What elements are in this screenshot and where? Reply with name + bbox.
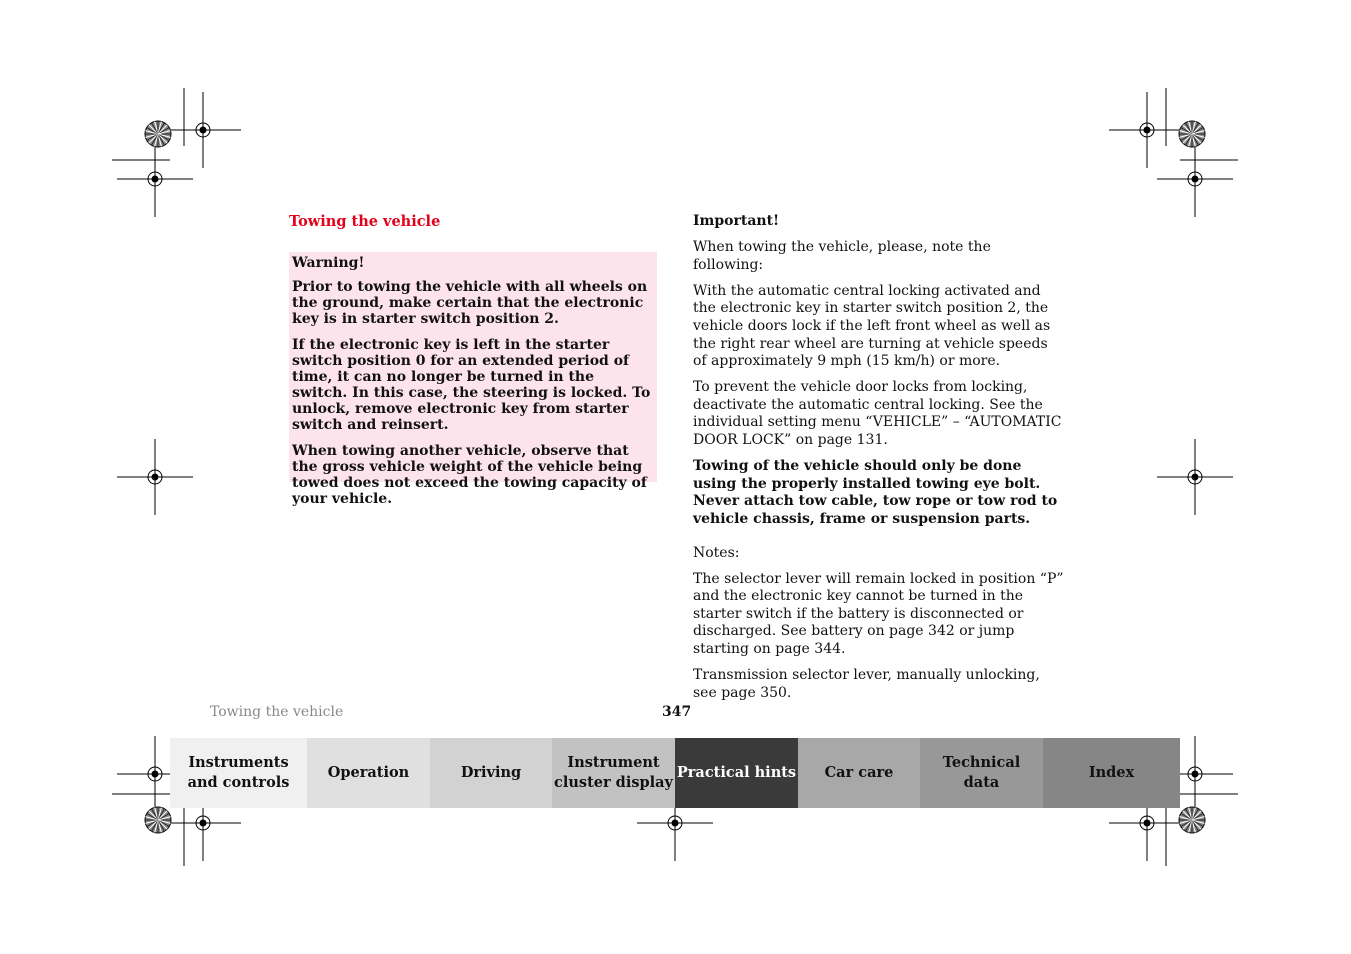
important-paragraph-3: Towing of the vehicle should only be done using the properly installed towing eye bolt. Never attach tow cable, tow rope or tow rod to vehicle chassis, frame or suspension parts. <box>693 458 1058 527</box>
tab-label: Practical hints <box>676 764 797 781</box>
note-2: Transmission selector lever, manually unlocking, see page 350. <box>693 667 1040 701</box>
tab-index[interactable] <box>1043 738 1180 808</box>
tab-instruments-and-controls[interactable] <box>170 738 307 808</box>
tab-label: Operation <box>327 764 410 781</box>
warning-paragraph-2: If the electronic key is left in the starter switch position 0 for an extended period of time, it can no longer be turned in the switch. In this case, the steering is locked. To unlock, remove electronic key from starter switch and reinsert. <box>292 337 651 433</box>
tab-operation[interactable] <box>307 738 430 808</box>
tab-label: Driving <box>460 764 522 781</box>
important-intro: When towing the vehicle, please, note the following: <box>693 239 991 273</box>
warning-paragraph-1: Prior to towing the vehicle with all wheels on the ground, make certain that the electronic key is in starter switch position 2. <box>292 279 648 327</box>
important-title: Important! <box>693 213 780 229</box>
important-paragraph-2: To prevent the vehicle door locks from locking, deactivate the automatic central locking. See the individual setting menu “VEHICLE” – “AUTOMATIC DOOR LOCK” on page 131. <box>693 379 1062 449</box>
notes-label: Notes: <box>693 544 740 561</box>
note-1: The selector lever will remain locked in position “P” and the electronic key cannot be turned in the starter switch if the battery is disconnected or discharged. See battery on page 342 or jump starting on page 344. <box>693 570 1064 657</box>
tab-label-line2: and controls <box>187 774 290 791</box>
tab-instrument-cluster-display[interactable] <box>552 738 675 808</box>
tab-label-line1: Technical <box>942 754 1021 771</box>
warning-box <box>289 252 657 507</box>
tab-technical-data[interactable] <box>920 738 1043 808</box>
tab-car-care[interactable] <box>798 738 920 808</box>
tab-label: Car care <box>824 764 894 781</box>
tab-label-line1: Instruments <box>188 754 289 771</box>
footer-section-title: Towing the vehicle <box>210 704 344 720</box>
tab-label-line2: data <box>963 774 1000 791</box>
page-number: 347 <box>662 704 692 720</box>
warning-title: Warning! <box>292 255 365 271</box>
important-paragraph-1: With the automatic central locking activated and the electronic key in starter switch position 2, the vehicle doors lock if the left front wheel as well as the right rear wheel are turning at vehicle speeds of approximately 9 mph (15 km/h) or more. <box>693 282 1051 370</box>
right-column <box>693 213 1065 711</box>
tab-practical-hints[interactable] <box>675 738 798 808</box>
tab-label-line2: cluster display <box>554 774 673 791</box>
chapter-nav <box>170 738 1180 808</box>
tab-driving[interactable] <box>430 738 552 808</box>
warning-paragraph-3: When towing another vehicle, observe that the gross vehicle weight of the vehicle being towed does not exceed the towing capacity of your vehicle. <box>292 443 647 507</box>
section-title: Towing the vehicle <box>289 213 441 230</box>
tab-label: Index <box>1088 764 1135 781</box>
tab-label-line1: Instrument <box>567 754 660 771</box>
